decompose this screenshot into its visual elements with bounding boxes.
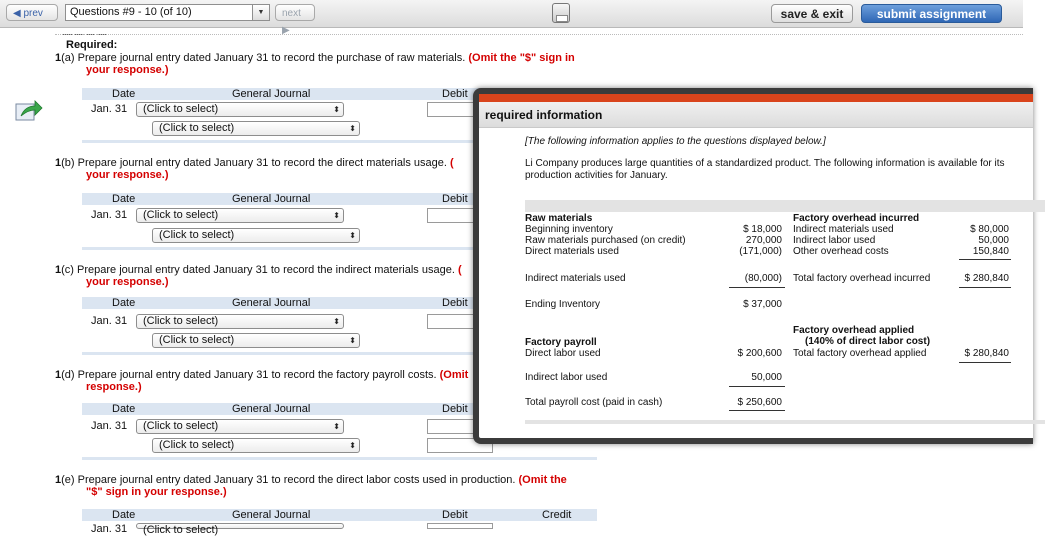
entry-date: Jan. 31 bbox=[91, 103, 128, 115]
row-label: Indirect labor used bbox=[525, 372, 608, 383]
points-label: — — — — bbox=[63, 29, 107, 39]
submit-assignment-button[interactable]: submit assignment bbox=[861, 4, 1002, 23]
row-label: Ending Inventory bbox=[525, 299, 601, 310]
underline bbox=[729, 410, 785, 411]
question-1a-text: 1(a) Prepare journal entry dated January 31 to record the purchase of raw materials. (Omit the "$" sign in your response.) bbox=[55, 52, 575, 76]
popup-note: [The following information applies to the questions displayed below.] bbox=[525, 136, 826, 147]
account-select-debit[interactable]: (Click to select) ⬍ bbox=[136, 314, 344, 329]
overhead-incurred-heading: Factory overhead incurred bbox=[793, 213, 920, 224]
row-value: $ 200,600 bbox=[737, 348, 782, 359]
row-value: $ 37,000 bbox=[743, 299, 782, 310]
overhead-applied-subheading: (140% of direct labor cost) bbox=[805, 336, 931, 347]
table-bottom-band bbox=[525, 420, 1045, 424]
popup-title[interactable]: required information bbox=[479, 102, 1033, 128]
factory-payroll-heading: Factory payroll bbox=[525, 337, 597, 348]
row-label: Indirect materials used bbox=[793, 224, 894, 235]
account-select-debit[interactable]: (Click to select) ⬍ bbox=[136, 208, 344, 223]
row-label: Total factory overhead incurred bbox=[793, 273, 931, 284]
required-heading: Required: bbox=[66, 39, 118, 51]
row-label: Total factory overhead applied bbox=[793, 348, 927, 359]
question-1c-text: 1(c) Prepare journal entry dated January 31 to record the indirect materials usage. ( your response.) bbox=[55, 264, 462, 288]
underline bbox=[959, 287, 1011, 288]
question-select-value: Questions #9 - 10 (of 10) bbox=[70, 6, 192, 18]
required-information-popup[interactable] bbox=[473, 88, 1033, 444]
account-select-debit[interactable]: (Click to select) ⬍ bbox=[136, 102, 344, 117]
underline bbox=[729, 287, 785, 288]
row-label: Direct labor used bbox=[525, 348, 601, 359]
entry-date: Jan. 31 bbox=[91, 420, 128, 432]
row-label: Other overhead costs bbox=[793, 246, 889, 257]
row-label: Total payroll cost (paid in cash) bbox=[525, 397, 663, 408]
underline bbox=[959, 362, 1011, 363]
journal-header: Date General Journal Debit bbox=[82, 297, 597, 309]
save-exit-button[interactable]: save & exit bbox=[771, 4, 853, 23]
row-value: $ 18,000 bbox=[743, 224, 782, 235]
journal-header: Date General Journal Debit Credit bbox=[82, 509, 597, 521]
account-select-debit[interactable]: (Click to select) ⬍ bbox=[136, 419, 344, 434]
next-button[interactable]: next ▶ bbox=[275, 4, 315, 21]
entry-date: Jan. 31 bbox=[91, 209, 128, 221]
row-label: Direct materials used bbox=[525, 246, 619, 257]
row-value: $ 80,000 bbox=[970, 224, 1009, 235]
question-1b-text: 1(b) Prepare journal entry dated January 31 to record the direct materials usage. ( your response.) bbox=[55, 157, 454, 181]
question-1d-text: 1(d) Prepare journal entry dated January 31 to record the factory payroll costs. (Omit response.) bbox=[55, 369, 469, 393]
journal-footer bbox=[82, 457, 597, 460]
row-value: 50,000 bbox=[978, 235, 1009, 246]
account-select-debit[interactable]: (Click to select) bbox=[136, 523, 344, 529]
chevron-down-icon: ▼ bbox=[252, 5, 269, 20]
row-value: $ 280,840 bbox=[964, 273, 1009, 284]
row-label: Beginning inventory bbox=[525, 224, 613, 235]
divider bbox=[55, 34, 1023, 35]
row-value: 270,000 bbox=[745, 235, 782, 246]
entry-date: Jan. 31 bbox=[91, 523, 128, 535]
account-select-credit[interactable]: (Click to select) ⬍ bbox=[152, 333, 360, 348]
row-label: Indirect materials used bbox=[525, 273, 626, 284]
underline bbox=[729, 386, 785, 387]
journal-header: Date General Journal Debit bbox=[82, 193, 597, 205]
popup-accent-bar bbox=[479, 94, 1033, 102]
account-select-credit[interactable]: (Click to select) ⬍ bbox=[152, 121, 360, 136]
table-top-band bbox=[525, 200, 1045, 212]
row-value: $ 250,600 bbox=[737, 397, 782, 408]
journal-header: Date General Journal Debit bbox=[82, 88, 597, 100]
prev-button[interactable]: ◀ prev bbox=[6, 4, 58, 21]
row-value: 50,000 bbox=[751, 372, 782, 383]
row-value: (171,000) bbox=[739, 246, 782, 257]
row-value: (80,000) bbox=[744, 273, 782, 284]
share-icon[interactable] bbox=[15, 98, 43, 122]
row-label: Indirect labor used bbox=[793, 235, 876, 246]
save-icon[interactable] bbox=[552, 3, 570, 23]
question-1e-text: 1(e) Prepare journal entry dated January 31 to record the direct labor costs used in production. (Omit the "$" sign in your response.) bbox=[55, 474, 567, 498]
account-select-credit[interactable]: (Click to select) ⬍ bbox=[152, 438, 360, 453]
raw-materials-heading: Raw materials bbox=[525, 213, 593, 224]
row-value: $ 280,840 bbox=[964, 348, 1009, 359]
popup-description: Li Company produces large quantities of a standardized product. The following information is available for its production activities for January. bbox=[525, 158, 1005, 181]
row-label: Raw materials purchased (on credit) bbox=[525, 235, 686, 246]
account-select-credit[interactable]: (Click to select) ⬍ bbox=[152, 228, 360, 243]
debit-input[interactable] bbox=[427, 523, 493, 529]
top-toolbar bbox=[0, 0, 1023, 36]
journal-header: Date General Journal Debit bbox=[82, 403, 597, 415]
entry-date: Jan. 31 bbox=[91, 315, 128, 327]
question-select[interactable] bbox=[65, 4, 270, 21]
underline bbox=[959, 259, 1011, 260]
row-value: 150,840 bbox=[972, 246, 1009, 257]
overhead-applied-heading: Factory overhead applied bbox=[793, 325, 915, 336]
